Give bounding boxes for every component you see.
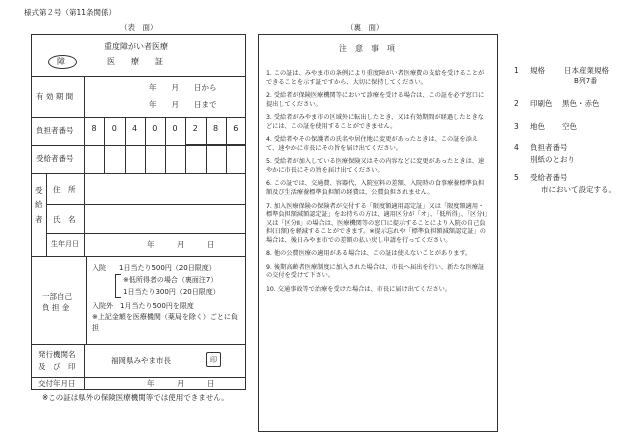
label-column-divider xyxy=(84,76,85,256)
recipient-section-label: 受 給 者 xyxy=(35,186,50,224)
issuer-value: 福岡県みやま市長 xyxy=(111,356,171,365)
digit-cell-divider xyxy=(125,145,126,173)
payer-digit: 8 xyxy=(212,124,219,133)
label-column-divider xyxy=(84,344,85,390)
notice-item: 10. 交通事故等で治療を受けた場合は、市長に届け出てください。 xyxy=(266,285,452,293)
spec-num-5: 5 xyxy=(514,173,519,182)
digit-cell-divider xyxy=(206,145,207,173)
spec-value2-4: 別紙のとおり xyxy=(530,155,575,164)
badge-text: 障 xyxy=(57,57,65,66)
digit-cell-divider xyxy=(185,145,186,173)
copay-note-2: 担 xyxy=(92,324,99,332)
official-seal: 印 xyxy=(206,352,221,367)
payer-number-highlight xyxy=(185,117,246,145)
payer-digit: 6 xyxy=(233,124,239,133)
row-divider xyxy=(46,233,246,234)
birth-date-label: 生年月日 xyxy=(51,240,79,248)
row-divider xyxy=(31,173,246,174)
notice-item: 1. この証は、みやま市の条例により重度障がい者医療費の支給を受けることができることを示す証ですから、大切に保持してください。 xyxy=(266,70,485,86)
inpatient-label: 入院 xyxy=(92,264,106,272)
validity-to: 年 月 日まで xyxy=(149,100,217,109)
payer-digit: 0 xyxy=(172,124,178,133)
birth-date-value: 年 月 日 xyxy=(147,240,215,249)
payer-number-label: 負担者番号 xyxy=(36,126,74,135)
spec-label-5: 受給者番号 xyxy=(530,173,568,182)
row-divider xyxy=(31,344,246,345)
payer-digit: 8 xyxy=(91,124,97,133)
footer-note: ※この証は県外の保険医療機関等では使用できません。 xyxy=(42,393,229,402)
copay-label-2: 負 担 金 xyxy=(42,303,70,312)
spec-value2-5: 市において設定する。 xyxy=(541,185,616,194)
notice-list xyxy=(266,70,490,299)
issue-date-label: 交付年月日 xyxy=(38,379,76,388)
row-divider xyxy=(31,145,246,146)
payer-digit: 2 xyxy=(192,124,198,133)
front-side-label: （表 面） xyxy=(120,23,158,32)
row-divider xyxy=(31,256,246,257)
spec-value-3: 空色 xyxy=(562,122,577,131)
notice-item: 7. 加入医療保険の保険者が交付する「限度額適用認定証」又は「限度額適用・標準負担額減額認定証」をお持ちの方は、適用区分が「オ」、「低所得」、「区分Ⅰ」又は「区分Ⅱ」の場合は、医療機関等の窓口に提示することにより入院の自己負担(日額)を軽減することができます。※提示忘れや「標準負担額減額認定証」の場合は、後日みやま市での差額の払い戻し申請を行ってください。 xyxy=(266,202,488,244)
issuer-label-2: 及 び 印 xyxy=(38,362,76,371)
spec-num-4: 4 xyxy=(514,143,519,152)
spec-num-3: 3 xyxy=(514,122,519,131)
outpatient-line: 入院外 1月当たり500円を限度 xyxy=(92,302,194,310)
title-line2: 医 療 証 xyxy=(107,57,163,66)
validity-label: 有 効 期 間 xyxy=(36,92,74,101)
spec-label-4: 負担者番号 xyxy=(530,143,568,152)
row-divider xyxy=(31,76,246,77)
notice-item: 8. 他の公費医療の適用がある場合は、この証は使えないことがあります。 xyxy=(266,250,472,258)
spec-label-3: 地色 xyxy=(530,122,545,131)
spec-label-1: 規格 xyxy=(530,66,545,75)
back-side-label: （裏 面） xyxy=(346,23,384,32)
inpatient-line1: 1日当たり500円（20日限度） xyxy=(119,264,216,272)
inpatient-line2: ※低所得者の場合（裏面注7） xyxy=(123,276,218,284)
notice-item: 3. 受給者がみやま市の区域外に転出したとき、又は有効期間が経過したときなどには、この証を使用することができません。 xyxy=(266,114,484,130)
digit-cell-divider xyxy=(104,145,105,173)
form-number: 様式第２号（第11条関係） xyxy=(24,8,117,17)
digit-cell-divider xyxy=(226,145,227,173)
issue-date-value: 年 月 日 xyxy=(147,379,215,388)
low-income-bracket xyxy=(115,274,121,298)
spec-label-2: 印刷色 xyxy=(530,99,553,108)
spec-value-2: 黒色・赤色 xyxy=(562,99,600,108)
inpatient-line3: 1日当たり300円（20日限度） xyxy=(123,288,220,296)
payer-digit: 0 xyxy=(111,124,117,133)
spec-num-2: 2 xyxy=(514,99,519,108)
notice-item: 6. この証では、交通費、容器代、入院室料の差額、入院時の食事療養標準負担額及び生活療養標準負担額の経費は、公費負担されません。 xyxy=(266,180,485,197)
validity-from: 年 月 日から xyxy=(149,83,217,92)
notice-title: 注 意 事 項 xyxy=(339,44,395,53)
recipient-number-label: 受給者番号 xyxy=(36,154,74,163)
notice-item: 4. 受給者やその保護者の氏名や居住地に変更があったときは、この証を添えて、速やかに市長にその旨を届け出てください。 xyxy=(266,136,478,152)
digit-cell-divider xyxy=(145,145,146,173)
notice-item: 5. 受給者が加入している医療保険又はその内容などに変更があったときは、速やかに市長にその旨を届け出てください。 xyxy=(266,158,485,174)
payer-digit: 4 xyxy=(131,124,138,133)
name-label: 氏 名 xyxy=(53,215,76,224)
notice-item: 9. 後期高齢者医療制度に加入された場合は、市長へ届出を行い、新たな医療証の交付を受けて下さい。 xyxy=(266,263,485,280)
copay-note-1: ※上記金額を医療機関（薬局を除く）ごとに負 xyxy=(92,313,238,321)
address-label: 住 所 xyxy=(53,185,76,194)
payer-digit: 0 xyxy=(152,124,158,133)
copay-label-divider xyxy=(86,256,87,344)
copay-label-1: 一部自己 xyxy=(42,292,72,301)
digit-cell-divider xyxy=(165,145,166,173)
spec-value2-1: B列7番 xyxy=(574,77,598,85)
issuer-label-1: 発行機関名 xyxy=(38,350,76,359)
notice-item: 2. 受給者が保険医療機関等において診療を受ける場合は、この証を必ず窓口に提出してください。 xyxy=(266,92,485,108)
spec-num-1: 1 xyxy=(514,66,519,75)
title-line1: 重度障がい者医療 xyxy=(104,42,168,51)
row-divider xyxy=(31,377,246,378)
row-divider xyxy=(46,204,246,205)
spec-value-1: 日本産業規格 xyxy=(564,66,609,75)
